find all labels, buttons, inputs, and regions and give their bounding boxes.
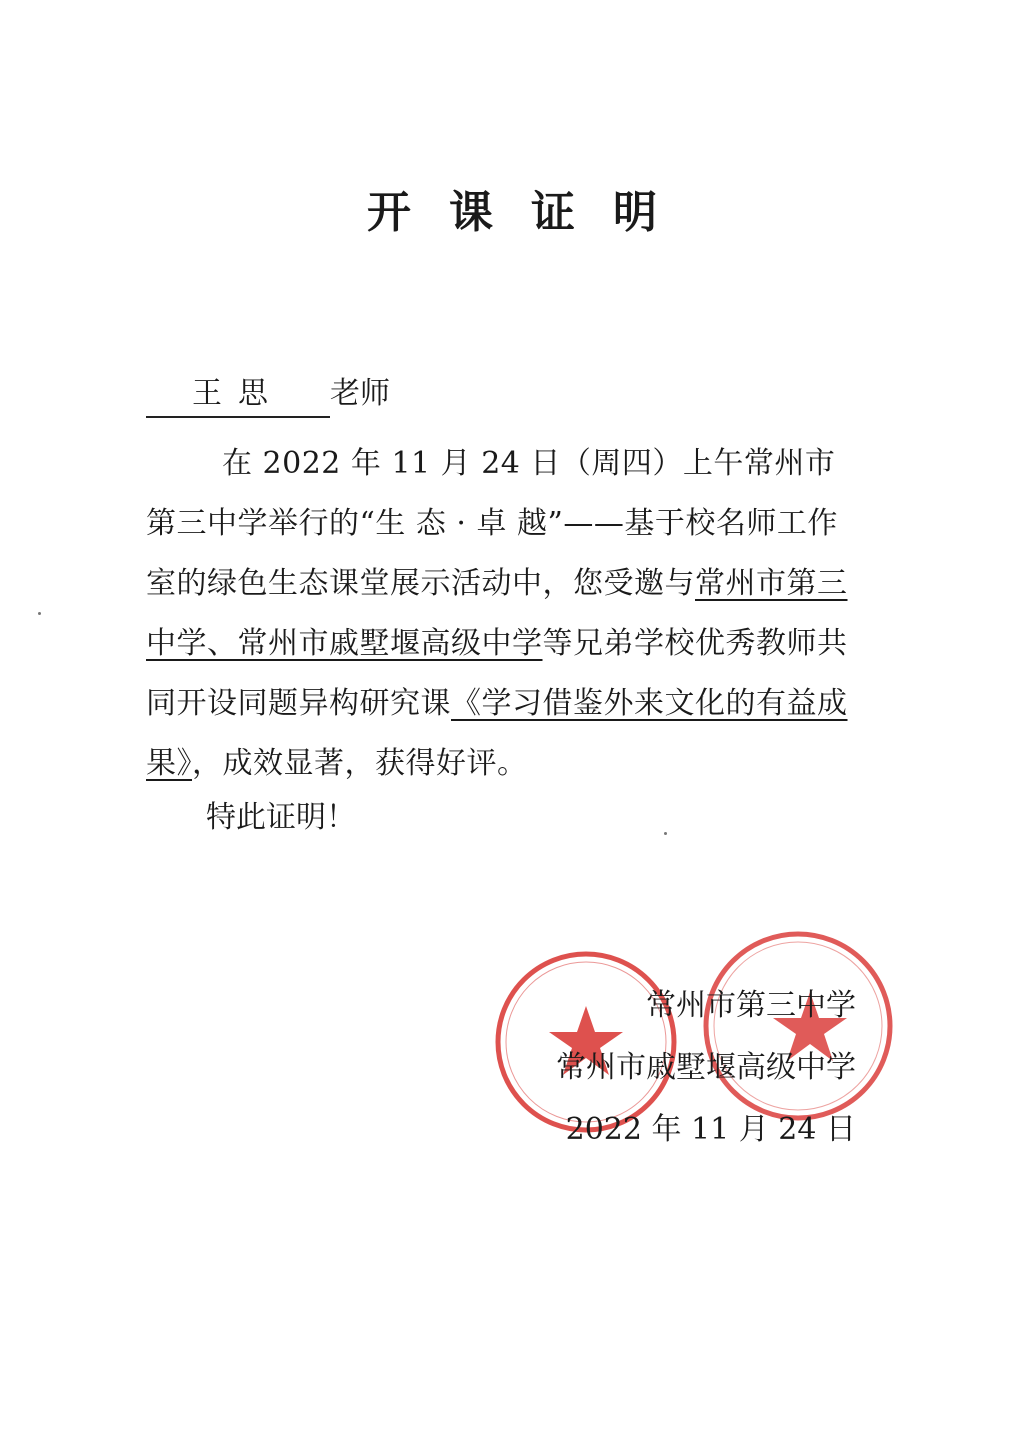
document-title [0,176,1024,240]
title-char: 课 [449,187,493,238]
signature-org-2: 常州市戚墅堰高级中学 [556,1050,856,1085]
scan-speck [38,612,41,615]
title-char: 证 [531,187,575,238]
title-char: 明 [613,187,657,238]
title-char: 开 [367,187,411,238]
scan-speck [664,832,667,835]
schools-underlined: 常州市第三中学、常州市戚墅堰高级中学 [146,566,848,661]
body-text-2: 等兄弟学校优秀教师共同开设同题异构研究课 [146,626,848,721]
teacher-name: 王思 [146,372,330,418]
closing-line: 特此证明！ [206,800,356,835]
signature-block [556,975,856,1161]
signature-org-1: 常州市第三中学 [646,988,856,1023]
signature-date: 2022 年 11 月 24 日 [565,1112,856,1147]
body-text-1: 在 2022 年 11 月 24 日（周四）上午常州市第三中学举行的“生 态 · 卓 越”——基于校名师工作室的绿色生态课堂展示活动中，您受邀与 [146,446,838,601]
course-title-underlined: 《学习借鉴外来文化的有益成果》 [146,686,848,781]
body-text-3: ，成效显著，获得好评。 [192,746,528,781]
body-paragraph [146,434,862,794]
salutation-suffix: 老师 [330,376,390,411]
salutation [146,372,390,418]
